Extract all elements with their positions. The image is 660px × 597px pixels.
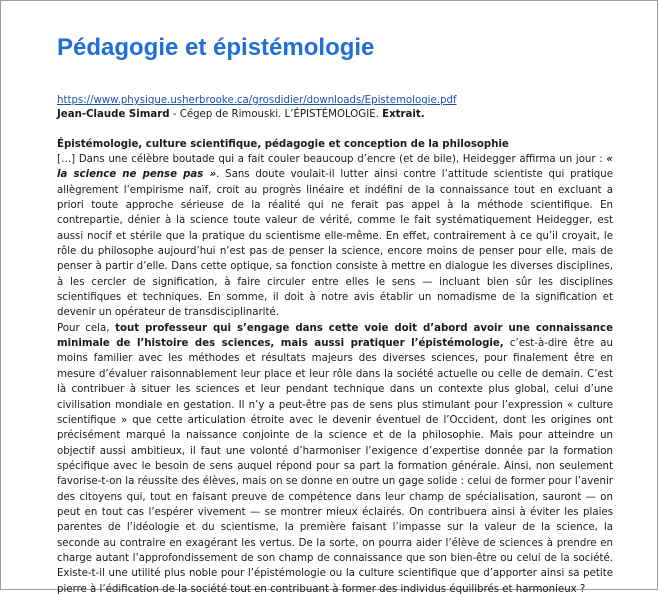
attribution-details: - Cégep de Rimouski. L’ÉPISTÉMOLOGIE. — [169, 109, 383, 120]
paragraph-2 — [57, 321, 613, 597]
page-title: Pédagogie et épistémologie — [57, 34, 375, 61]
paragraph-1-rest: . Sans doute voulait-il lutter ainsi contre l’attitude scientiste qui pratique allègrement l’empirisme naïf, croit au progrès linéaire et indéfini de la connaissance tout en excluant a priori toute approche sérieuse de la réalité qui ne ferait pas appel à la méthode scientifique. En contrepartie, dénier à la science toute valeur de vérité, comme le fait systématiquement Heidegger, est aussi nocif et stérile que la pratique du scientisme elle-même. En effet, contrairement à ce qu’il croyait, le rôle du philosophe aujourd’hui n’est pas de penser la science, encore moins de penser pour elle, mais de penser à partir d’elle. Dans cette optique, sa fonction consiste à mettre en dialogue les diverses disciplines, à les cercler de signification, à faire circuler entre elles le sens — incluant bien sûr les disciplines scientifiques et techniques. En somme, il doit à notre avis établir un nomadisme de la signification et devenir un opérateur de transdisciplinarité. — [57, 169, 613, 319]
paragraph-2-intro: Pour cela, — [57, 322, 116, 334]
extract-label: Extrait. — [382, 109, 425, 120]
article-body — [57, 152, 613, 597]
paragraph-2-emphasis: tout professeur qui s’engage dans cette voie doit d’abord avoir une connaissance minimale de l’histoire des sciences, mais aussi pratiquer l’épistémologie, — [57, 322, 613, 350]
section-heading: Épistémologie, culture scientifique, pédagogie et conception de la philosophie — [57, 139, 509, 150]
paragraph-1-intro: […] Dans une célèbre boutade qui a fait couler beaucoup d’encre (et de bile), Heidegger affirma un jour : — [57, 154, 607, 165]
paragraph-1 — [57, 152, 613, 321]
paragraph-2-rest: c’est-à-dire être au moins familier avec les méthodes et résultats majeurs des diverses sciences, pour finalement être en mesure d’évaluer raisonnablement leur place et leur rôle dans la société actuelle ou celle de demain. C’est là contribuer à situer les sciences et leur pendant technique dans un contexte plus global, celui d’une civilisation mondiale en gestation. Il n’y a peut-être pas de sens plus stimulant pour l’expression « culture scientifique » que cette articulation étroite avec le devenir éventuel de l’Occident, dont les origines ont précisément marqué la naissance conjointe de la science et de la philosophie. Mais pour atteindre un objectif aussi ambitieux, il faut une volonté d’harmoniser l’exigence d’expertise donnée par la formation spécifique avec le besoin de sens auquel répond pour sa part la formation générale. Ainsi, non seulement favorise-t-on la réussite des élèves, mais on se donne en outre un gage solide : celui de former pour l’avenir des citoyens qui, tout en faisant preuve de compétence dans leur champ de spécialisation, sauront — on peut en tout cas l’espérer vivement — se montrer mieux éclairés. On contribuera ainsi à éviter les plaies parentes de l’idéologie et du scientisme, la première faisant l’impasse sur la valeur de la science, la seconde au contraire en exagérant les vertus. De la sorte, on pourra aider l’élève de sciences à prendre en charge autant l’approfondissement de son champ de connaissance que son bien-être ou celui de la société. Existe-t-il une utilité plus noble pour l’épistémologie ou la culture scientifique que d’apporter ainsi sa petite pierre à l’édification de la société tout en contribuant à former des individus équilibrés et harmonieux ? — [57, 338, 613, 595]
attribution-line — [57, 107, 425, 123]
source-link[interactable]: https://www.physique.usherbrooke.ca/grosdidier/downloads/Epistemologie.pdf — [57, 95, 457, 106]
heidegger-quote: « la science ne pense pas » — [57, 154, 613, 181]
author-name: Jean-Claude Simard — [57, 109, 170, 120]
